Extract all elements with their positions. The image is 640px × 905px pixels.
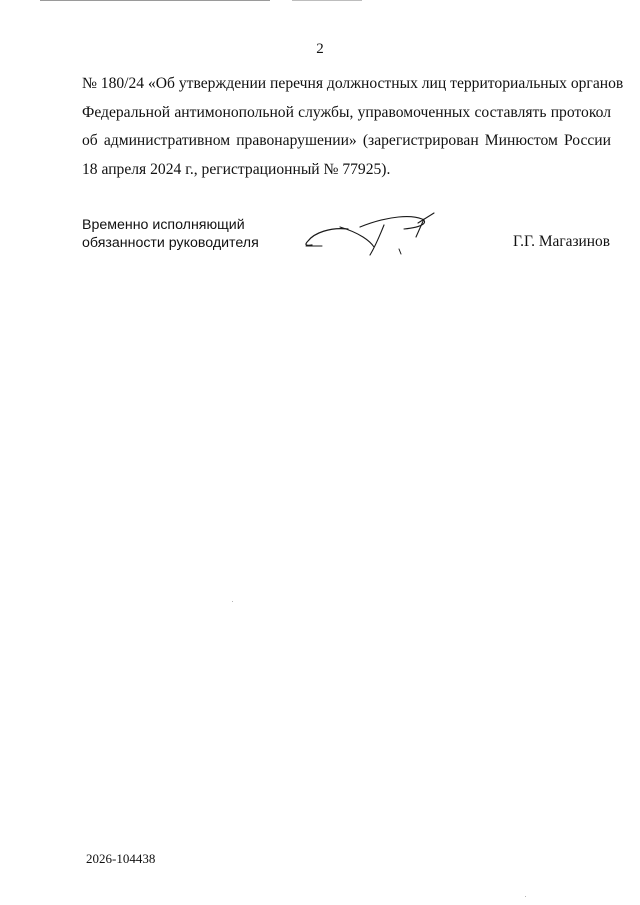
scan-top-edge-fragment — [292, 0, 362, 1]
scan-speck — [525, 896, 526, 897]
signer-position — [82, 216, 259, 252]
signer-name: Г.Г. Магазинов — [512, 233, 610, 250]
scan-top-edge — [40, 0, 270, 1]
handwritten-signature-icon — [300, 205, 450, 265]
scan-speck — [232, 601, 233, 602]
body-line: Федеральной антимонопольной службы, управомоченных составлять протокол — [82, 103, 611, 121]
body-line: № 180/24 «Об утверждении перечня должностных лиц территориальных органов — [82, 75, 624, 92]
document-body — [82, 70, 624, 185]
body-line: 18 апреля 2024 г., регистрационный № 77925). — [82, 161, 391, 179]
signer-position-line: Временно исполняющий — [82, 217, 245, 233]
document-registration-number: 2026-104438 — [86, 851, 156, 866]
page-number: 2 — [316, 41, 324, 57]
signer-position-line: обязанности руководителя — [82, 235, 259, 251]
body-line: об административном правонарушении» (зарегистрирован Минюстом России — [82, 132, 611, 150]
